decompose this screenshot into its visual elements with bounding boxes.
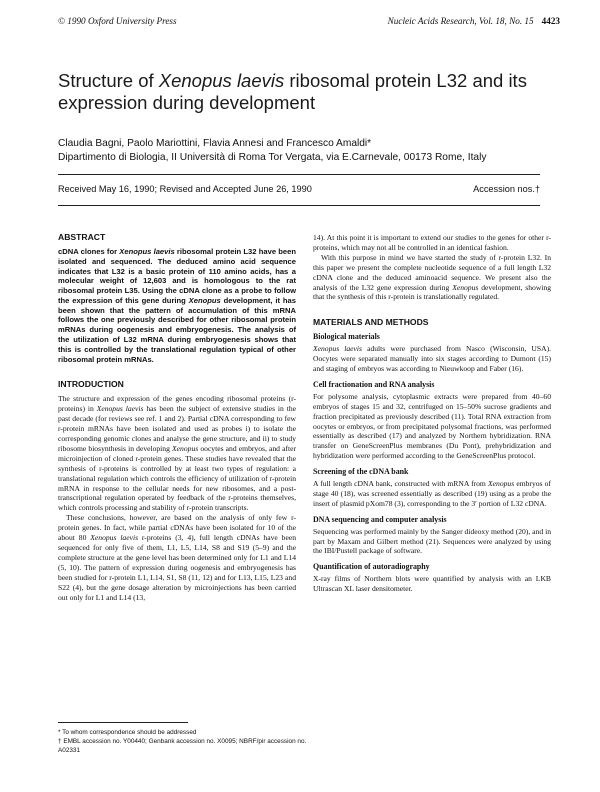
affiliation: Dipartimento di Biologia, II Università di Roma Tor Vergata, via E.Carnevale, 00173 Rome, Italy	[58, 151, 487, 163]
received-line	[58, 184, 540, 194]
methods-subheading-fractionation: Cell fractionation and RNA analysis	[313, 379, 435, 389]
abstract-heading: ABSTRACT	[58, 232, 106, 242]
bottom-divider	[58, 205, 540, 206]
methods-sequencing-text: Sequencing was performed mainly by the Sanger dideoxy method (20), and in part by Maxam and Gilbert method (21). Sequences were analyzed by using the IBI/Pustell package of software.	[313, 526, 551, 556]
title-species: Xenopus laevis	[158, 70, 285, 91]
methods-subheading-sequencing: DNA sequencing and computer analysis	[313, 514, 447, 524]
accession-label: Accession nos.†	[473, 184, 540, 194]
author-block	[58, 137, 558, 164]
top-divider	[58, 174, 540, 175]
received-dates: Received May 16, 1990; Revised and Accepted June 26, 1990	[58, 184, 312, 194]
publisher-line: © 1990 Oxford University Press	[58, 16, 177, 26]
methods-quantification-text: X-ray films of Northern blots were quantified by analysis with an LKB Ultrascan XL laser densitometer.	[313, 574, 551, 594]
methods-biological-text: Xenopus laevis adults were purchased from Nasco (Wisconsin, USA). Oocytes were separated manually into six stages according to Dumont (15) and staging of embryos was according to Nieuwkoop and Faber (16).	[313, 344, 551, 373]
running-header	[58, 16, 560, 30]
methods-subheading-biological: Biological materials	[313, 332, 380, 342]
title-part-2: ribosomal protein L32 and its expression during development	[58, 70, 527, 113]
footnote-correspondence: * To whom correspondence should be addressed	[58, 729, 197, 736]
methods-screening-text: A full length cDNA bank, constructed with mRNA from Xenopus embryos of stage 40 (18), was screened essentially as described (19) using as a probe the insert of plasmid pXom78 (3), corresponding to the 3′ portion of L32 cDNA.	[313, 479, 551, 508]
introduction-paragraph-1: The structure and expression of the genes encoding ribosomal proteins (r-proteins) in Xenopus laevis has been the subject of extensive studies in the past decade (for reviews see ref. 1 and 2). Partial cDNA corresponding to few r-protein mRNAs have been isolated and used as probes i) to isolate the corresponding genomic clones and analyse the gene structure, and ii) to study ribosome biosynthesis in developing Xenopus oocytes and embryos, and after microinjection of cloned r-protein genes. These studies have revealed that the synthesis of r-proteins is controlled by at least two types of regulation: a translational regulation which controls the efficiency of utilization of r-protein mRNA in response to the cellular needs for new ribosomes, and a post-transcriptional regulation operated by feedback of the r-proteins themselves, which controls processing and stability of r-protein transcripts.	[58, 394, 297, 513]
introduction-purpose: With this purpose in mind we have started the study of r-protein L32. In this paper we present the complete nucleotide sequence of a full length L32 cDNA clone and the deduced aminoacid sequence. We present also the analysis of the L32 gene expression during Xenopus development, showing that the synthesis of this r-protein is translationally regulated.	[313, 252, 552, 302]
footnotes	[58, 728, 318, 755]
left-column	[58, 233, 296, 602]
methods-fractionation-text: For polysome analysis, cytoplasmic extracts were prepared from 40–60 embryos of stages 15 and 32, centrifuged on 15–50% sucrose gradients and fraction precipitated as previously described (11). Total RNA extraction from oocytes or embryos, or from precipitated polysomal fractions, was performed essentially as described (17) and analyzed by Northern hybridization. RNA transfer on GeneScreenPlus membranes (Du Pont), prehybridization and hybridization were performed according to the GeneScreenPlus protocol.	[313, 391, 551, 461]
abstract-text: cDNA clones for Xenopus laevis ribosomal protein L32 have been isolated and sequenced. The deduced amino acid sequence indicates that L32 is a basic protein of 110 amino acids, has a molecular weight of 12,603 and is homologous to the rat ribosomal protein L35. Using the cDNA clone as a probe to follow the expression of this gene during Xenopus development, it has been shown that the pattern of accumulation of this mRNA follows the one previously described for other ribosomal protein mRNAs during oogenesis and embryogenesis. The analysis of the utilization of L32 mRNA during embryogenesis shows that this is controlled by the translational regulation typical of other ribosomal protein mRNAs.	[58, 246, 296, 364]
paper-title	[58, 70, 548, 114]
title-part-1: Structure of	[58, 70, 159, 91]
footnote-accession: † EMBL accession no. Y00440; Genbank accession no. X0095; NBRF/pir accession no. A02331	[58, 738, 307, 754]
methods-heading: MATERIALS AND METHODS	[313, 317, 429, 328]
journal-name: Nucleic Acids Research, Vol. 18, No. 15	[387, 16, 534, 26]
journal-citation	[388, 16, 560, 26]
page-number: 4423	[541, 16, 560, 26]
methods-subheading-quantification: Quantification of autoradiography	[313, 562, 430, 572]
introduction-paragraph-2: These conclusions, however, are based on the analysis of only few r-protein genes. In fact, while partial cDNAs have been isolated for 10 of the about 80 Xenopus laevis r-proteins (3, 4), full length cDNAs have been sequenced for only five of them, L1, L5, L14, S8 and S19 (5–9) and the complete structure at the gene level has been determined only for L1 and L14 (5, 10). The pattern of expression during oogenesis and embryogenesis has been studied for r-protein L1, L14, S1, S8 (11, 12) and for L13, L15, L23 and S22 (4), but the gene dosage alteration by microinjections has been carried out only for L1 and L14 (13,	[58, 513, 296, 602]
introduction-heading: INTRODUCTION	[58, 379, 124, 390]
introduction-continued: 14). At this point it is important to extend our studies to the genes for other r-proteins, which may not all be controlled in an identical fashion.	[313, 233, 551, 252]
author-list: Claudia Bagni, Paolo Mariottini, Flavia Annesi and Francesco Amaldi*	[58, 138, 372, 149]
footnote-divider	[58, 722, 188, 723]
right-column	[313, 233, 551, 594]
methods-subheading-screening: Screening of the cDNA bank	[313, 467, 409, 477]
